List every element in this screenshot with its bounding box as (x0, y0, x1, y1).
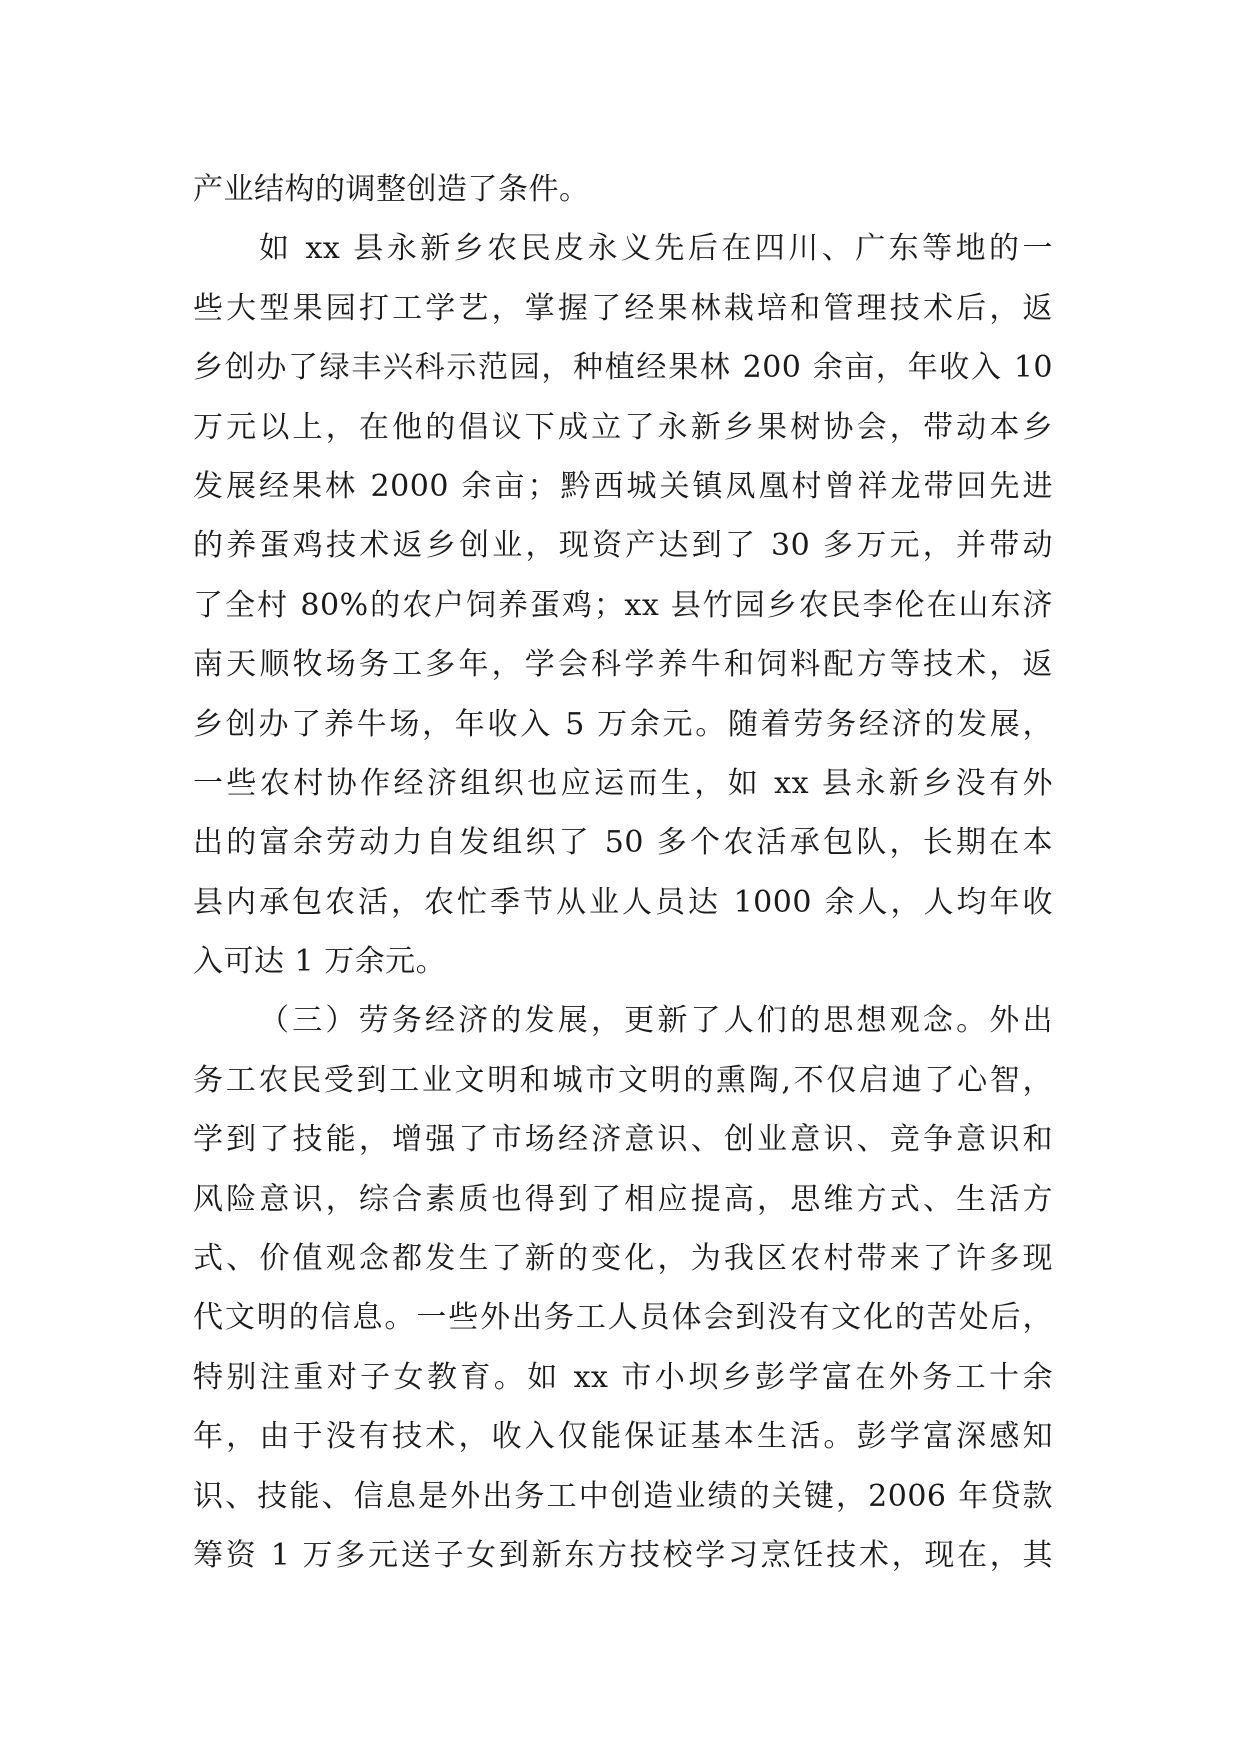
text-line: 年，由于没有技术，收入仅能保证基本生活。彭学富深感知 (193, 1419, 1053, 1455)
text-line: 风险意识，综合素质也得到了相应提高，思维方式、生活方 (193, 1181, 1053, 1217)
text-line: 县内承包农活，农忙季节从业人员达 1000 余人，人均年收 (193, 884, 1053, 920)
text-line: 乡创办了养牛场，年收入 5 万余元。随着劳务经济的发展， (193, 706, 1053, 742)
text-line: 乡创办了绿丰兴科示范园，种植经果林 200 余亩，年收入 10 (193, 350, 1053, 386)
text-line: 南天顺牧场务工多年，学会科学养牛和饲料配方等技术，返 (193, 647, 1053, 683)
paragraph-start-line: 如 xx 县永新乡农民皮永义先后在四川、广东等地的一 (259, 231, 1053, 267)
text-line: 出的富余劳动力自发组织了 50 多个农活承包队，长期在本 (193, 825, 1053, 861)
text-line: 识、技能、信息是外出务工中创造业绩的关键，2006 年贷款 (193, 1478, 1053, 1514)
document-body (193, 160, 1053, 1585)
text-line: 式、价值观念都发生了新的变化，为我区农村带来了许多现 (193, 1241, 1053, 1277)
text-line: 筹资 1 万多元送子女到新东方技校学习烹饪技术，现在，其 (193, 1537, 1053, 1573)
text-line: 了全村 80%的农户饲养蛋鸡；xx 县竹园乡农民李伦在山东济 (193, 587, 1053, 623)
text-line: 务工农民受到工业文明和城市文明的熏陶,不仅启迪了心智， (193, 1062, 1053, 1098)
text-line: 的养蛋鸡技术返乡创业，现资产达到了 30 多万元，并带动 (193, 528, 1053, 564)
text-line: 特别注重对子女教育。如 xx 市小坝乡彭学富在外务工十余 (193, 1359, 1053, 1395)
section-heading-line: （三）劳务经济的发展，更新了人们的思想观念。外出 (259, 1003, 1053, 1039)
text-line: 产业结构的调整创造了条件。 (193, 172, 590, 207)
text-line: 学到了技能，增强了市场经济意识、创业意识、竞争意识和 (193, 1122, 1053, 1158)
text-line: 万元以上，在他的倡议下成立了永新乡果树协会，带动本乡 (193, 409, 1053, 445)
text-line: 发展经果林 2000 余亩；黔西城关镇凤凰村曾祥龙带回先进 (193, 468, 1053, 504)
text-line: 些大型果园打工学艺，掌握了经果林栽培和管理技术后，返 (193, 290, 1053, 326)
text-line: 代文明的信息。一些外出务工人员体会到没有文化的苦处后， (193, 1300, 1053, 1336)
text-line: 一些农村协作经济组织也应运而生，如 xx 县永新乡没有外 (193, 765, 1053, 801)
text-line: 入可达 1 万余元。 (193, 944, 447, 980)
